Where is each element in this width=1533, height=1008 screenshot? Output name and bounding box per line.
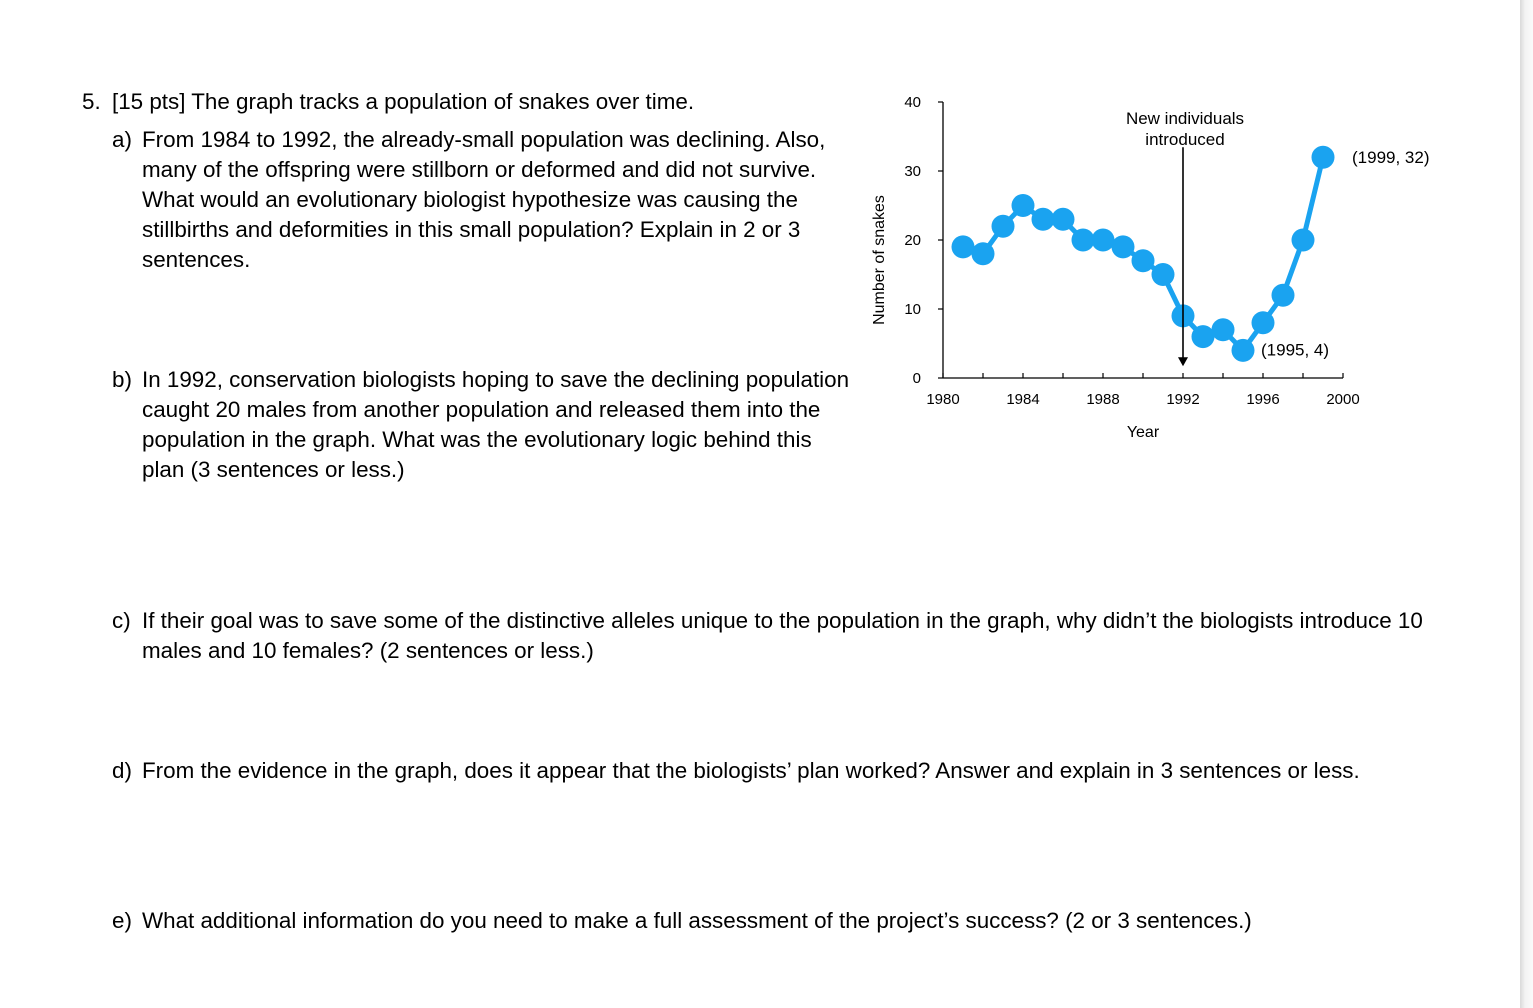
x-tick-label: 1992 — [1166, 391, 1200, 408]
question-part-c — [112, 606, 1452, 666]
data-point — [1052, 208, 1075, 231]
x-tick-label: 1984 — [1006, 391, 1040, 408]
data-point — [1192, 325, 1215, 348]
x-axis-label: Year — [1126, 424, 1160, 441]
data-point — [1132, 249, 1155, 272]
annotation-label: New individuals — [1125, 109, 1245, 128]
part-text: From 1984 to 1992, the already-small population was declining. Also, many of the offspring were stillborn or deformed and did not survive. What would an evolutionary biologist hypothesize was causing the stillbirths and deformities in this small population? Explain in 2 or 3 sentences. — [142, 127, 826, 272]
part-label: d) — [112, 758, 132, 783]
data-point — [992, 215, 1015, 238]
data-point — [1032, 208, 1055, 231]
part-label: e) — [112, 908, 132, 933]
data-point — [1092, 229, 1115, 252]
data-point — [1252, 311, 1275, 334]
chart-annotations — [1126, 109, 1430, 366]
data-point — [1272, 284, 1295, 307]
part-text: From the evidence in the graph, does it appear that the biologists’ plan worked? Answer and explain in 3 sentences or less. — [142, 758, 1360, 783]
question-part-d — [112, 756, 1452, 786]
x-tick-label: 1988 — [1086, 391, 1120, 408]
part-text: If their goal was to save some of the distinctive alleles unique to the population in the graph, why didn’t the biologists introduce 10 males and 10 females? (2 sentences or less.) — [142, 608, 1423, 663]
data-point — [1072, 229, 1095, 252]
data-point — [1232, 339, 1255, 362]
part-label: c) — [112, 608, 131, 633]
part-label: a) — [112, 127, 132, 152]
data-point — [972, 242, 995, 265]
annotation-label: introduced — [1145, 130, 1225, 149]
x-tick-label: 1980 — [926, 391, 960, 408]
y-tick-label: 10 — [904, 301, 921, 318]
point-label: (1995, 4) — [1261, 340, 1330, 360]
data-point — [1152, 263, 1175, 286]
question-part-a — [112, 125, 852, 275]
page-edge-shadow — [1520, 0, 1533, 1008]
y-axis-label: Number of snakes — [871, 195, 888, 325]
data-point — [1292, 229, 1315, 252]
data-point — [1112, 235, 1135, 258]
y-tick-label: 20 — [904, 232, 921, 249]
data-point — [1212, 318, 1235, 341]
y-tick-label: 0 — [912, 370, 921, 387]
y-tick-label: 40 — [904, 94, 921, 111]
x-tick-label: 1996 — [1246, 391, 1280, 408]
point-label: (1999, 32) — [1352, 148, 1430, 168]
question-intro: [15 pts] The graph tracks a population of snakes over time. — [112, 89, 695, 114]
question-part-e — [112, 906, 1452, 936]
chart-series — [952, 146, 1335, 362]
population-chart — [860, 88, 1460, 448]
question-5 — [82, 87, 842, 117]
question-part-b — [112, 365, 852, 485]
data-point — [1312, 146, 1335, 169]
annotation-arrowhead — [1178, 357, 1188, 366]
part-text: In 1992, conservation biologists hoping to save the declining population caught 20 males from another population and released them into the population in the graph. What was the evolutionary logic behind this plan (3 sentences or less.) — [142, 367, 850, 482]
part-text: What additional information do you need to make a full assessment of the project’s success? (2 or 3 sentences.) — [142, 908, 1252, 933]
x-tick-label: 2000 — [1326, 391, 1360, 408]
data-point — [1012, 194, 1035, 217]
part-label: b) — [112, 367, 132, 392]
question-number: 5. — [82, 89, 101, 114]
data-point — [952, 235, 975, 258]
y-tick-label: 30 — [904, 163, 921, 180]
